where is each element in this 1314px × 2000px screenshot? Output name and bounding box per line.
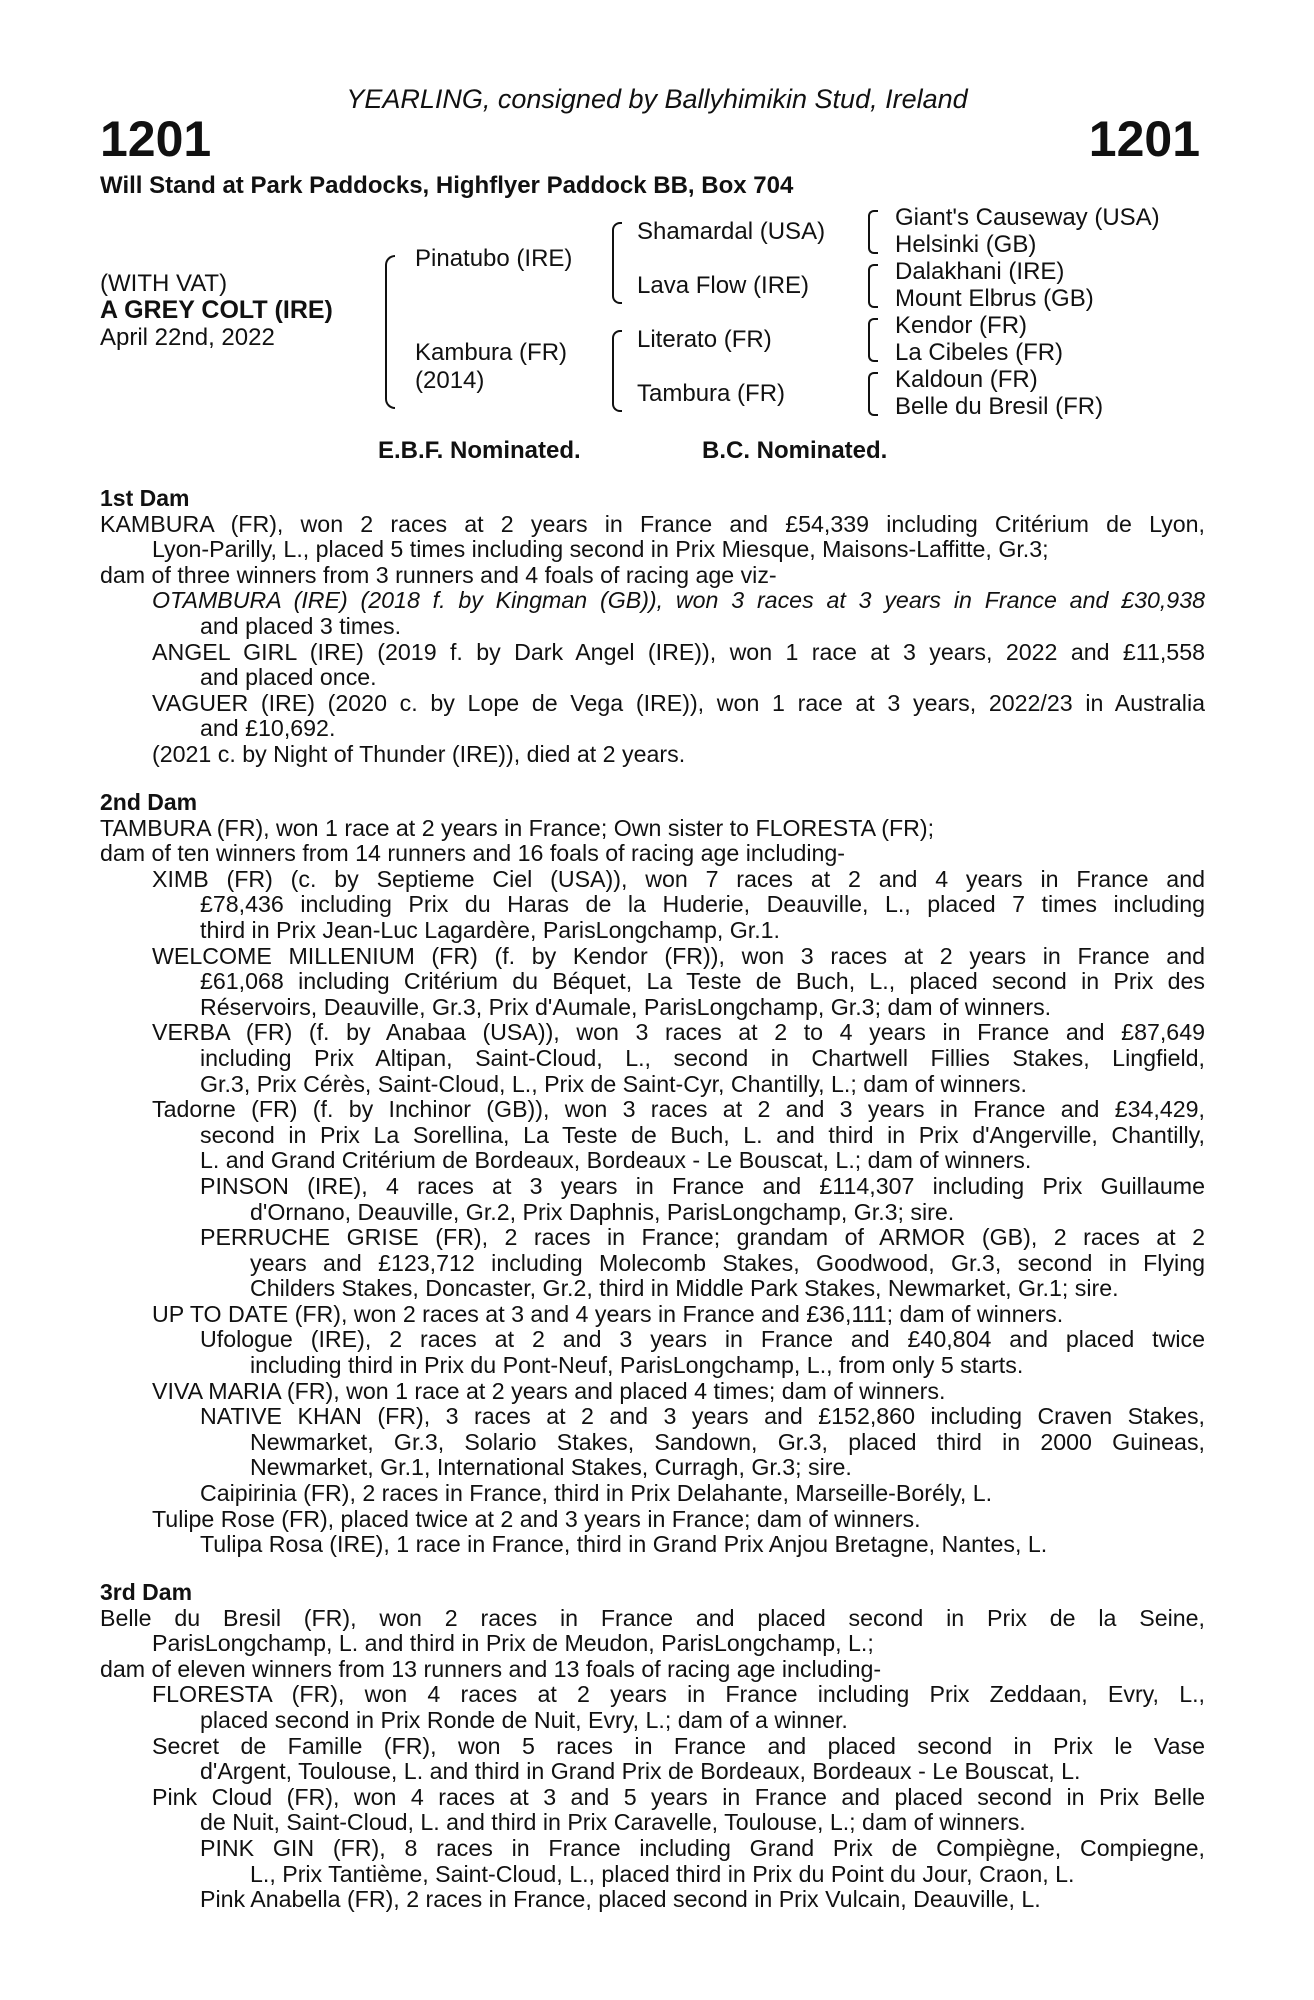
section-heading-1st-dam: 1st Dam [100, 486, 190, 511]
dam-dam: Tambura (FR) [637, 380, 786, 407]
ebf-nomination: E.B.F. Nominated. [378, 437, 581, 464]
pedigree-gg-3: Dalakhani (IRE) [895, 258, 1065, 285]
dam-line: ParisLongchamp, L. and third in Prix de Meudon, ParisLongchamp, L.; [152, 1631, 874, 1657]
grandprogeny-line: Pink Anabella (FR), 2 races in France, placed second in Prix Vulcain, Deauville, L. [200, 1887, 1041, 1913]
progeny-line: Gr.3, Prix Cérès, Saint-Cloud, L., Prix de Saint-Cyr, Chantilly, L.; dam of winners. [200, 1071, 1027, 1097]
progeny-line: and placed 3 times. [200, 613, 402, 639]
second-dam-section [100, 790, 1205, 1558]
pedigree-brace-sire [612, 222, 622, 304]
progeny-line: UP TO DATE (FR), won 2 races at 3 and 4 years in France and £36,111; dam of winners. [152, 1301, 1064, 1327]
dam-year: (2014) [415, 367, 485, 394]
dam-line: dam of eleven winners from 13 runners and 13 foals of racing age including- [100, 1656, 882, 1682]
grandprogeny-line: PERRUCHE GRISE (FR), 2 races in France; grandam of ARMOR (GB), 2 races at 2 [200, 1225, 1205, 1251]
progeny-line: VAGUER (IRE) (2020 c. by Lope de Vega (IRE)), won 1 race at 3 years, 2022/23 in Australia [152, 690, 1205, 716]
grandprogeny-line: NATIVE KHAN (FR), 3 races at 2 and 3 years and £152,860 including Craven Stakes, [200, 1404, 1205, 1430]
progeny-line: second in Prix La Sorellina, La Teste de Buch, L. and third in Prix d'Angerville, Chantilly, [200, 1122, 1205, 1148]
progeny-line: XIMB (FR) (c. by Septieme Ciel (USA)), won 7 races at 2 and 4 years in France and [152, 866, 1205, 892]
pedigree-brace-main [385, 255, 395, 409]
pedigree-gg-5: Kendor (FR) [895, 312, 1028, 339]
dam-line: Lyon-Parilly, L., placed 5 times including second in Prix Miesque, Maisons-Laffitte, Gr.3; [152, 537, 1049, 563]
pedigree-gg-7: Kaldoun (FR) [895, 366, 1038, 393]
dam-line: KAMBURA (FR), won 2 races at 2 years in France and £54,339 including Critérium de Lyon, [100, 511, 1205, 537]
stand-location: Will Stand at Park Paddocks, Highflyer Paddock BB, Box 704 [100, 172, 794, 199]
section-heading-3rd-dam: 3rd Dam [100, 1580, 193, 1605]
consignment-line: YEARLING, consigned by Ballyhimikin Stud, Ireland [346, 84, 968, 114]
progeny-line: VIVA MARIA (FR), won 1 race at 2 years and placed 4 times; dam of winners. [152, 1378, 946, 1404]
dam-line: dam of ten winners from 14 runners and 16 foals of racing age including- [100, 841, 846, 867]
dam-name: Kambura (FR) [415, 339, 568, 366]
progeny-line: Pink Cloud (FR), won 4 races at 3 and 5 years in France and placed second in Prix Belle [152, 1784, 1205, 1810]
pedigree-brace-gg2 [868, 264, 878, 308]
dam-line: Belle du Bresil (FR), won 2 races in France and placed second in Prix de la Seine, [100, 1605, 1205, 1631]
progeny-line: and placed once. [200, 665, 377, 691]
grandprogeny-line: L., Prix Tantième, Saint-Cloud, L., placed third in Prix du Point du Jour, Craon, L. [250, 1861, 1075, 1887]
grandprogeny-line: d'Ornano, Deauville, Gr.2, Prix Daphnis, ParisLongchamp, Gr.3; sire. [250, 1199, 955, 1225]
progeny-line: L. and Grand Critérium de Bordeaux, Bordeaux - Le Bouscat, L.; dam of winners. [200, 1148, 1032, 1174]
progeny-line: Secret de Famille (FR), won 5 races in France and placed second in Prix le Vase [152, 1733, 1205, 1759]
lot-number-right: 1201 [1088, 111, 1200, 167]
dam-line: dam of three winners from 3 runners and 4 foals of racing age viz- [100, 562, 777, 588]
progeny-line: £78,436 including Prix du Haras de la Huderie, Deauville, L., placed 7 times including [200, 892, 1205, 918]
progeny-line: ANGEL GIRL (IRE) (2019 f. by Dark Angel (IRE)), won 1 race at 3 years, 2022 and £11,558 [152, 639, 1205, 665]
bc-nomination: B.C. Nominated. [702, 437, 888, 464]
pedigree-gg-1: Giant's Causeway (USA) [895, 204, 1160, 231]
dam-line: TAMBURA (FR), won 1 race at 2 years in France; Own sister to FLORESTA (FR); [100, 815, 935, 841]
dam-sire: Literato (FR) [637, 326, 772, 353]
grandprogeny-line: Newmarket, Gr.1, International Stakes, Curragh, Gr.3; sire. [250, 1455, 852, 1481]
sire-name: Pinatubo (IRE) [415, 245, 573, 272]
progeny-line: £61,068 including Critérium du Béquet, La Teste de Buch, L., placed second in Prix des [200, 969, 1205, 995]
sire-dam: Lava Flow (IRE) [637, 272, 810, 299]
grandprogeny-line: Caipirinia (FR), 2 races in France, third in Prix Delahante, Marseille-Borély, L. [200, 1481, 993, 1507]
progeny-line: de Nuit, Saint-Cloud, L. and third in Prix Caravelle, Toulouse, L.; dam of winners. [200, 1810, 1026, 1836]
grandprogeny-line: Newmarket, Gr.3, Solario Stakes, Sandown, Gr.3, placed third in 2000 Guineas, [250, 1429, 1205, 1455]
grandprogeny-line: Ufologue (IRE), 2 races at 2 and 3 years in France and £40,804 and placed twice [200, 1327, 1205, 1353]
progeny-line: including Prix Altipan, Saint-Cloud, L., second in Chartwell Fillies Stakes, Lingfield, [200, 1045, 1205, 1071]
progeny-line: WELCOME MILLENIUM (FR) (f. by Kendor (FR)), won 3 races at 2 years in France and [152, 943, 1205, 969]
pedigree-gg-8: Belle du Bresil (FR) [895, 393, 1104, 420]
progeny-line: OTAMBURA (IRE) (2018 f. by Kingman (GB)), won 3 races at 3 years in France and £30,938 [152, 588, 1205, 614]
pedigree-brace-gg3 [868, 318, 878, 362]
progeny-line: Tulipe Rose (FR), placed twice at 2 and 3 years in France; dam of winners. [152, 1506, 921, 1532]
grandprogeny-line: years and £123,712 including Molecomb Stakes, Goodwood, Gr.3, second in Flying [250, 1250, 1205, 1276]
grandprogeny-line: Tulipa Rosa (IRE), 1 race in France, third in Grand Prix Anjou Bretagne, Nantes, L. [200, 1532, 1048, 1558]
progeny-line: and £10,692. [200, 716, 336, 742]
section-heading-2nd-dam: 2nd Dam [100, 790, 198, 815]
progeny-line: placed second in Prix Ronde de Nuit, Evry, L.; dam of a winner. [200, 1707, 848, 1733]
progeny-line: FLORESTA (FR), won 4 races at 2 years in France including Prix Zeddaan, Evry, L., [152, 1682, 1205, 1708]
grandprogeny-line: PINK GIN (FR), 8 races in France including Grand Prix de Compiègne, Compiegne, [200, 1835, 1205, 1861]
progeny-line: (2021 c. by Night of Thunder (IRE)), died at 2 years. [152, 741, 686, 767]
grandprogeny-line: Childers Stakes, Doncaster, Gr.2, third in Middle Park Stakes, Newmarket, Gr.1; sire. [250, 1276, 1119, 1302]
third-dam-section [100, 1580, 1205, 1913]
progeny-line: VERBA (FR) (f. by Anabaa (USA)), won 3 races at 2 to 4 years in France and £87,649 [152, 1020, 1205, 1046]
pedigree-brace-gg1 [868, 210, 878, 254]
lot-number-left: 1201 [100, 111, 212, 167]
progeny-line: d'Argent, Toulouse, L. and third in Grand Prix de Bordeaux, Bordeaux - Le Bouscat, L. [200, 1759, 1081, 1785]
progeny-line: Réservoirs, Deauville, Gr.3, Prix d'Aumale, ParisLongchamp, Gr.3; dam of winners. [200, 994, 1052, 1020]
pedigree-gg-2: Helsinki (GB) [895, 231, 1037, 258]
progeny-line: third in Prix Jean-Luc Lagardère, ParisLongchamp, Gr.1. [200, 917, 780, 943]
horse-name: A GREY COLT (IRE) [100, 296, 333, 324]
pedigree-brace-dam [612, 330, 622, 412]
pedigree-brace-gg4 [868, 372, 878, 416]
first-dam-section [100, 486, 1205, 768]
grandprogeny-line: including third in Prix du Pont-Neuf, ParisLongchamp, L., from only 5 starts. [250, 1353, 1024, 1379]
vat-note: (WITH VAT) [100, 270, 228, 297]
grandprogeny-line: PINSON (IRE), 4 races at 3 years in France and £114,307 including Prix Guillaume [200, 1173, 1205, 1199]
pedigree-gg-4: Mount Elbrus (GB) [895, 285, 1094, 312]
pedigree-gg-6: La Cibeles (FR) [895, 339, 1064, 366]
progeny-line: Tadorne (FR) (f. by Inchinor (GB)), won 3 races at 2 and 3 years in France and £34,429, [152, 1097, 1205, 1123]
sire-sire: Shamardal (USA) [637, 218, 826, 245]
foaling-date: April 22nd, 2022 [100, 324, 275, 351]
